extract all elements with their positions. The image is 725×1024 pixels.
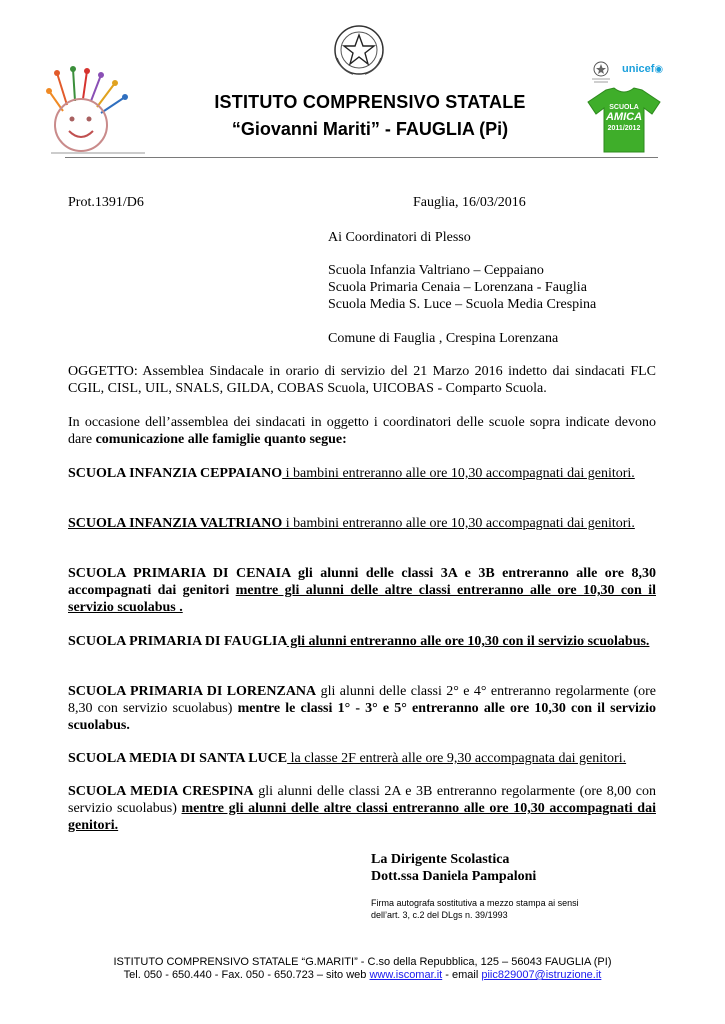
unicef-globe-icon: ◉ bbox=[654, 64, 664, 75]
unicef-logo bbox=[622, 63, 663, 75]
school-name: SCUOLA PRIMARIA DI FAUGLIA bbox=[68, 634, 287, 649]
notice-text-underlined: mentre gli alunni delle altre classi entreranno alle ore 10,30 con il servizio scuolabus . bbox=[68, 583, 656, 615]
notice-text: gli alunni entreranno alle ore 10,30 con il servizio scuolabus. bbox=[286, 634, 650, 649]
school-name: SCUOLA PRIMARIA DI LORENZANA bbox=[68, 684, 317, 699]
school-notice-fauglia bbox=[68, 633, 656, 650]
footer-contacts bbox=[40, 969, 685, 982]
footer-address: ISTITUTO COMPRENSIVO STATALE “G.MARITI” - C.so della Repubblica, 125 – 56043 FAUGLIA (PI) bbox=[113, 956, 612, 968]
notice-text: i bambini entreranno alle ore 10,30 accompagnati dai genitori. bbox=[282, 516, 635, 531]
signature-note: dell’art. 3, c.2 del DLgs n. 39/1993 bbox=[371, 910, 508, 920]
shirt-label-2: AMICA bbox=[605, 111, 643, 123]
place-date: Fauglia, 16/03/2016 bbox=[413, 195, 526, 210]
school-notice-santa-luce bbox=[68, 750, 656, 767]
institute-title: ISTITUTO COMPRENSIVO STATALE bbox=[214, 92, 526, 112]
notice-text-plain: gli alunni delle classi 2A e 3B entreranno regolarmente (ore 8,00 con servizio scuolabus) bbox=[68, 784, 656, 816]
ministry-emblem-icon bbox=[590, 60, 612, 84]
recipient-line: Scuola Infanzia Valtriano – Ceppaiano bbox=[328, 263, 544, 278]
school-name: SCUOLA PRIMARIA DI CENAIA bbox=[68, 566, 291, 581]
header-divider bbox=[65, 157, 658, 158]
footer-phone-fax: Tel. 050 - 650.440 - Fax. 050 - 650.723 – sito web bbox=[123, 969, 370, 981]
shirt-label-3: 2011/2012 bbox=[607, 125, 641, 132]
school-notice-crespina bbox=[68, 783, 656, 834]
signature-role: La Dirigente Scolastica bbox=[371, 852, 510, 867]
intro-paragraph bbox=[68, 414, 656, 448]
school-name: SCUOLA INFANZIA VALTRIANO bbox=[68, 516, 283, 531]
school-name: SCUOLA MEDIA CRESPINA bbox=[68, 784, 254, 799]
recipient-line: Ai Coordinatori di Plesso bbox=[328, 230, 471, 245]
signature-note: Firma autografa sostitutiva a mezzo stampa ai sensi bbox=[371, 898, 579, 908]
school-logo-icon bbox=[45, 65, 150, 160]
school-notice-lorenzana bbox=[68, 683, 656, 734]
signature-name: Dott.ssa Daniela Pampaloni bbox=[371, 869, 537, 884]
notice-text-plain: gli alunni delle classi 2° e 4° entreranno regolarmente (ore 8,30 con servizio scuolabus) bbox=[68, 684, 656, 716]
website-link[interactable]: www.iscomar.it bbox=[369, 969, 443, 981]
intro-text: In occasione dell’assemblea dei sindacati in oggetto i coordinatori delle scuole sopra indicate devono dare bbox=[68, 415, 656, 447]
protocol-number: Prot.1391/D6 bbox=[68, 195, 144, 210]
shirt-label-1: SCUOLA bbox=[609, 104, 639, 111]
unicef-text: unicef bbox=[622, 63, 655, 75]
recipient-line: Scuola Media S. Luce – Scuola Media Crespina bbox=[328, 297, 597, 312]
institute-subtitle: “Giovanni Mariti” - FAUGLIA (Pi) bbox=[231, 119, 509, 139]
school-name: SCUOLA INFANZIA CEPPAIANO bbox=[68, 466, 283, 481]
school-notice-ceppaiano bbox=[68, 465, 656, 482]
notice-text-bold: gli alunni delle classi 3A e 3B entreranno alle ore 8,30 accompagnati dai genitori bbox=[68, 566, 656, 598]
recipient-line: Scuola Primaria Cenaia – Lorenzana - Fauglia bbox=[328, 280, 587, 295]
notice-text-underlined: mentre gli alunni delle altre classi entreranno alle ore 10,30 accompagnati dai genitori. bbox=[68, 801, 656, 833]
notice-text-bold: mentre le classi 1° - 3° e 5° entreranno alle ore 10,30 con il servizio scuolabus. bbox=[68, 701, 656, 733]
subject: OGGETTO: Assemblea Sindacale in orario di servizio del 21 Marzo 2016 indetto dai sindacati FLC CGIL, CISL, UIL, SNALS, GILDA, COBAS Scuola, UICOBAS - Comparto Scuola. bbox=[68, 364, 656, 396]
recipient-line: Comune di Fauglia , Crespina Lorenzana bbox=[328, 331, 559, 346]
republic-emblem-icon bbox=[331, 22, 387, 78]
notice-text: i bambini entreranno alle ore 10,30 accompagnati dai genitori. bbox=[282, 466, 635, 481]
school-name: SCUOLA MEDIA DI SANTA LUCE bbox=[68, 751, 288, 766]
notice-text: la classe 2F entrerà alle ore 9,30 accompagnata dai genitori. bbox=[287, 751, 627, 766]
school-notice-cenaia bbox=[68, 565, 656, 616]
footer-email-label: - email bbox=[442, 969, 482, 981]
school-notice-valtriano bbox=[68, 515, 656, 532]
intro-bold: comunicazione alle famiglie quanto segue: bbox=[95, 432, 347, 447]
email-link[interactable]: piic829007@istruzione.it bbox=[481, 969, 602, 981]
